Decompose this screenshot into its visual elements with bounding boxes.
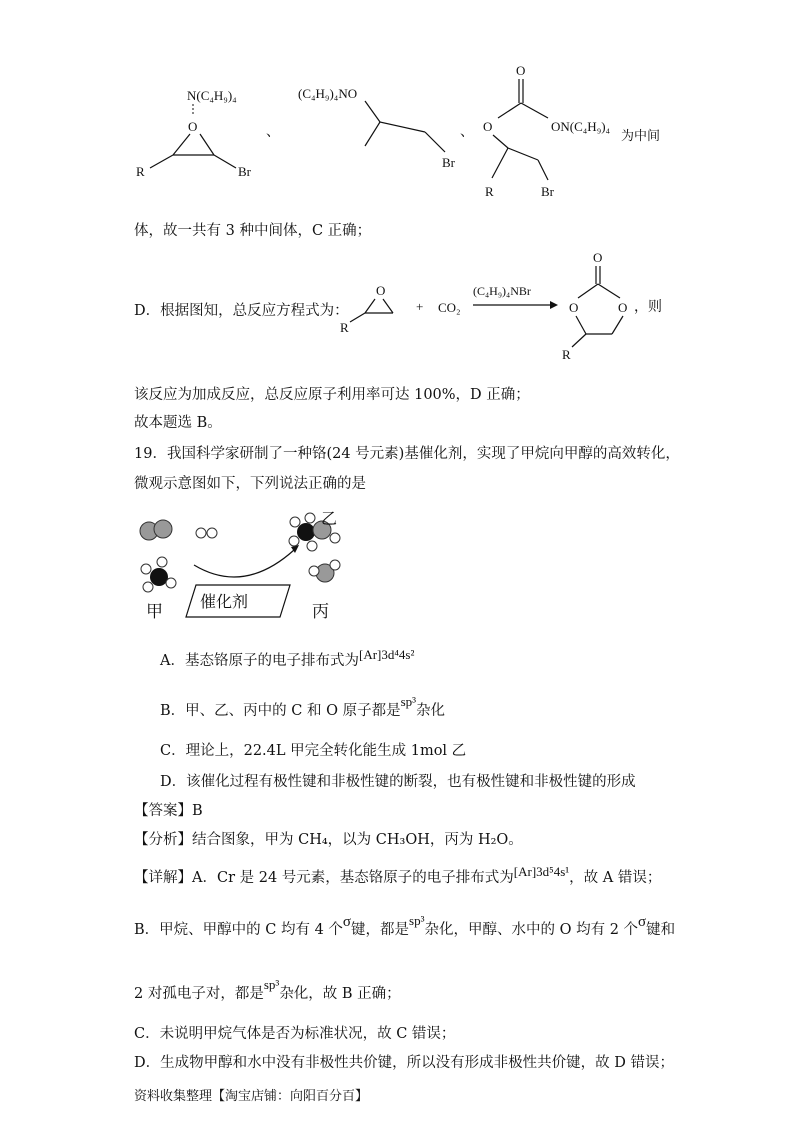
co2: CO₂ [438, 300, 461, 315]
intermediate-2 [298, 86, 456, 170]
detail-b2-tail: 杂化，故 B 正确； [279, 986, 401, 1002]
option-d: D．该催化过程有极性键和非极性键的断裂，也有极性键和非极性键的形成 [160, 774, 636, 790]
product-O-right: O [618, 300, 628, 315]
option-b-sp3: sp³ [400, 694, 417, 709]
q19-line1: 19．我国科学家研制了一种铬(24 号元素)基催化剂，实现了甲烷向甲醇的高效转化， [134, 446, 680, 462]
label-yi: 乙 [321, 509, 338, 528]
footer-source: 资料收集整理【淘宝店铺：向阳百分百】 [134, 1089, 369, 1104]
q19-line2: 微观示意图如下，下列说法正确的是 [134, 476, 366, 492]
label-catalyst: 催化剂 [200, 592, 249, 611]
intermediate-structures [0, 0, 800, 210]
detail-a-formula: [Ar]3d⁵4s¹ [513, 864, 570, 879]
line-d-tail: ，则 [634, 300, 662, 315]
option-a-formula: [Ar]3d⁴4s² [358, 647, 415, 662]
detail-a-tail: ，故 A 错误； [569, 870, 662, 886]
detail-c: C．未说明甲烷气体是否为标准状况，故 C 错误； [134, 1026, 456, 1042]
intermediate-1 [136, 88, 252, 179]
i3-ON: ON(C₄H₉)₄ [551, 119, 611, 134]
i3-O-left: O [483, 119, 493, 134]
detail-b2 [134, 977, 401, 1004]
i1-O: O [188, 119, 198, 134]
label-bing: 丙 [312, 602, 329, 622]
detail-b-part3: 杂化，甲醇、水中的 O 均有 2 个 [424, 922, 639, 938]
detail-b-part1: B．甲烷、甲醇中的 C 均有 4 个 [134, 922, 343, 938]
i3-tail: 为中间 [621, 128, 661, 143]
sigma-symbol-2: σ [638, 914, 647, 930]
product-O-top: O [593, 250, 603, 265]
i3-Br: Br [541, 184, 554, 199]
option-b-text: B．甲、乙、丙中的 C 和 O 原子都是 [160, 703, 401, 719]
reaction-equation [330, 250, 670, 380]
plus-sign: + [416, 299, 424, 314]
product-O-left: O [569, 300, 579, 315]
arrow-head [550, 301, 558, 309]
catalyst-label: (C₄H₉)₄NBr [473, 284, 531, 298]
detail-b-sp3: sp³ [409, 913, 425, 928]
epoxide-O: O [376, 283, 386, 298]
label-jia: 甲 [146, 602, 163, 622]
option-c: C．理论上，22.4L 甲完全转化能生成 1mol 乙 [160, 743, 467, 759]
option-a-text: A．基态铬原子的电子排布式为 [160, 653, 359, 669]
i1-top: N(C₄H₉)₄ [187, 88, 237, 103]
i1-Br: Br [238, 164, 251, 179]
detail-b [134, 913, 676, 940]
line-addition: 该反应为加成反应，总反应原子利用率可达 100%，D 正确； [134, 387, 530, 403]
detail-b2-sp3: sp³ [263, 977, 280, 992]
separator-1: 、 [266, 125, 280, 140]
i3-R: R [485, 184, 494, 199]
separator-2: 、 [460, 125, 474, 140]
sigma-symbol: σ [342, 914, 352, 930]
option-b [160, 694, 446, 721]
intermediate-3 [483, 63, 660, 199]
i1-R: R [136, 164, 145, 179]
line-c-conclusion: 体，故一共有 3 种中间体，C 正确； [134, 223, 372, 239]
analysis-line: 【分析】结合图象，甲为 CH₄，以为 CH₃OH，丙为 H₂O。 [134, 832, 523, 848]
detail-d: D．生成物甲醇和水中没有非极性共价键，所以没有形成非极性共价键，故 D 错误； [134, 1055, 674, 1071]
line-answer-select: 故本题选 B。 [134, 415, 222, 431]
i2-Br: Br [442, 155, 455, 170]
option-b-tail: 杂化 [416, 703, 446, 719]
detail-a-lead: 【详解】A．Cr 是 24 号元素，基态铬原子的电子排布式为 [134, 870, 514, 886]
option-a [160, 647, 415, 671]
line-d-lead: D．根据图知，总反应方程式为： [134, 303, 349, 319]
epoxide-R: R [340, 320, 349, 335]
product-R: R [562, 347, 571, 362]
detail-b-part4: 键和 [646, 922, 676, 938]
i3-O-top: O [516, 63, 526, 78]
detail-b-part2: 键，都是 [351, 922, 410, 938]
i2-top: (C₄H₉)₄NO [298, 86, 358, 101]
detail-b2-lead: 2 对孤电子对，都是 [134, 986, 264, 1002]
detail-a [134, 864, 662, 888]
answer-line: 【答案】B [134, 803, 203, 819]
